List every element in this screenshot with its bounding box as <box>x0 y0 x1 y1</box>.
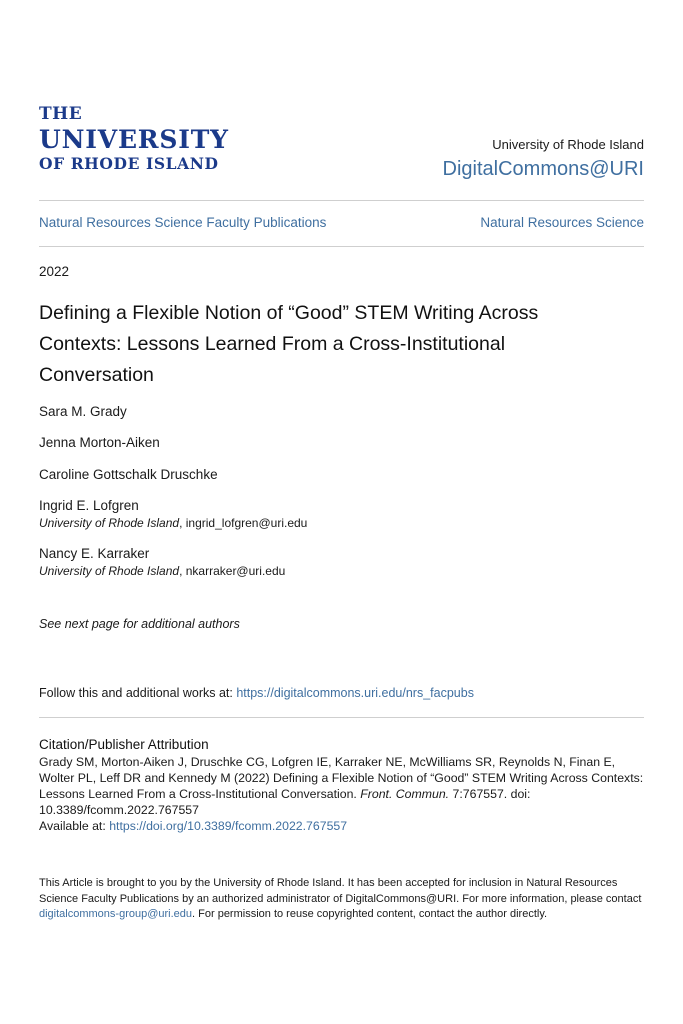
affiliation-name: University of Rhode Island <box>39 516 180 530</box>
affiliation-name: University of Rhode Island <box>39 564 180 578</box>
footer-text: This Article is brought to you by the University of Rhode Island. It has been accepted for inclusion in Natural Resources Science Faculty Publications by an authorized administrator of DigitalCommons@URI. For more information, please contact <box>39 877 642 905</box>
author-item <box>39 546 285 578</box>
divider <box>39 246 644 247</box>
uri-logo <box>39 106 229 172</box>
footer-notice <box>39 876 649 923</box>
collection-link[interactable]: Natural Resources Science Faculty Publications <box>39 215 327 230</box>
footer-text-end: . For permission to reuse copyrighted content, contact the author directly. <box>192 908 548 920</box>
follow-label: Follow this and additional works at: <box>39 686 237 700</box>
author-email: nkarraker@uri.edu <box>185 564 286 578</box>
collection-nav <box>39 215 644 230</box>
institution-name: University of Rhode Island <box>492 137 644 152</box>
author-name: Nancy E. Karraker <box>39 546 150 561</box>
author-name: Jenna Morton-Aiken <box>39 435 160 450</box>
author-affiliation: University of Rhode Island, ingrid_lofgren@uri.edu <box>39 516 308 530</box>
citation-text: Grady SM, Morton-Aiken J, Druschke CG, Lofgren IE, Karraker NE, McWilliams SR, Reynolds N, Finan E, Wolter PL, Leff DR and Kennedy M (2022) Defining a Flexible Notion of “Good” STEM Writing Across Contexts: Lessons Learned From a Cross-Institutional Conversation. <box>39 755 644 801</box>
divider <box>39 200 644 201</box>
author-name: Sara M. Grady <box>39 404 127 419</box>
repository-name-link[interactable]: DigitalCommons@URI <box>442 158 644 180</box>
article-title: Defining a Flexible Notion of “Good” STEM Writing Across Contexts: Lessons Learned From a Cross-Institutional Conversation <box>39 302 539 386</box>
department-link[interactable]: Natural Resources Science <box>480 215 644 230</box>
logo-line-of-rhode-island: OF RHODE ISLAND <box>39 154 219 173</box>
citation-block <box>39 737 649 834</box>
author-item <box>39 467 218 482</box>
journal-name: Front. Commun. <box>360 787 450 801</box>
author-name: Ingrid E. Lofgren <box>39 498 139 513</box>
author-item <box>39 435 160 450</box>
follow-link[interactable]: https://digitalcommons.uri.edu/nrs_facpubs <box>236 686 474 700</box>
follow-line <box>39 686 474 700</box>
logo-line-the: THE <box>39 104 83 124</box>
additional-authors-note: See next page for additional authors <box>39 617 240 631</box>
divider <box>39 717 644 718</box>
logo-line-university: UNIVERSITY <box>39 125 229 154</box>
citation-doi-text: 7:767557. doi: 10.3389/fcomm.2022.767557 <box>39 787 531 817</box>
author-email: ingrid_lofgren@uri.edu <box>185 516 308 530</box>
available-label: Available at: <box>39 819 110 833</box>
doi-link[interactable]: https://doi.org/10.3389/fcomm.2022.767557 <box>109 819 348 833</box>
repository-header <box>443 137 644 181</box>
citation-heading: Citation/Publisher Attribution <box>39 737 209 752</box>
publication-year: 2022 <box>39 264 70 279</box>
contact-email-link[interactable]: digitalcommons-group@uri.edu <box>39 908 193 920</box>
author-item <box>39 498 307 530</box>
author-item <box>39 404 127 419</box>
author-name: Caroline Gottschalk Druschke <box>39 467 218 482</box>
author-affiliation: University of Rhode Island, nkarraker@uri.edu <box>39 564 286 578</box>
